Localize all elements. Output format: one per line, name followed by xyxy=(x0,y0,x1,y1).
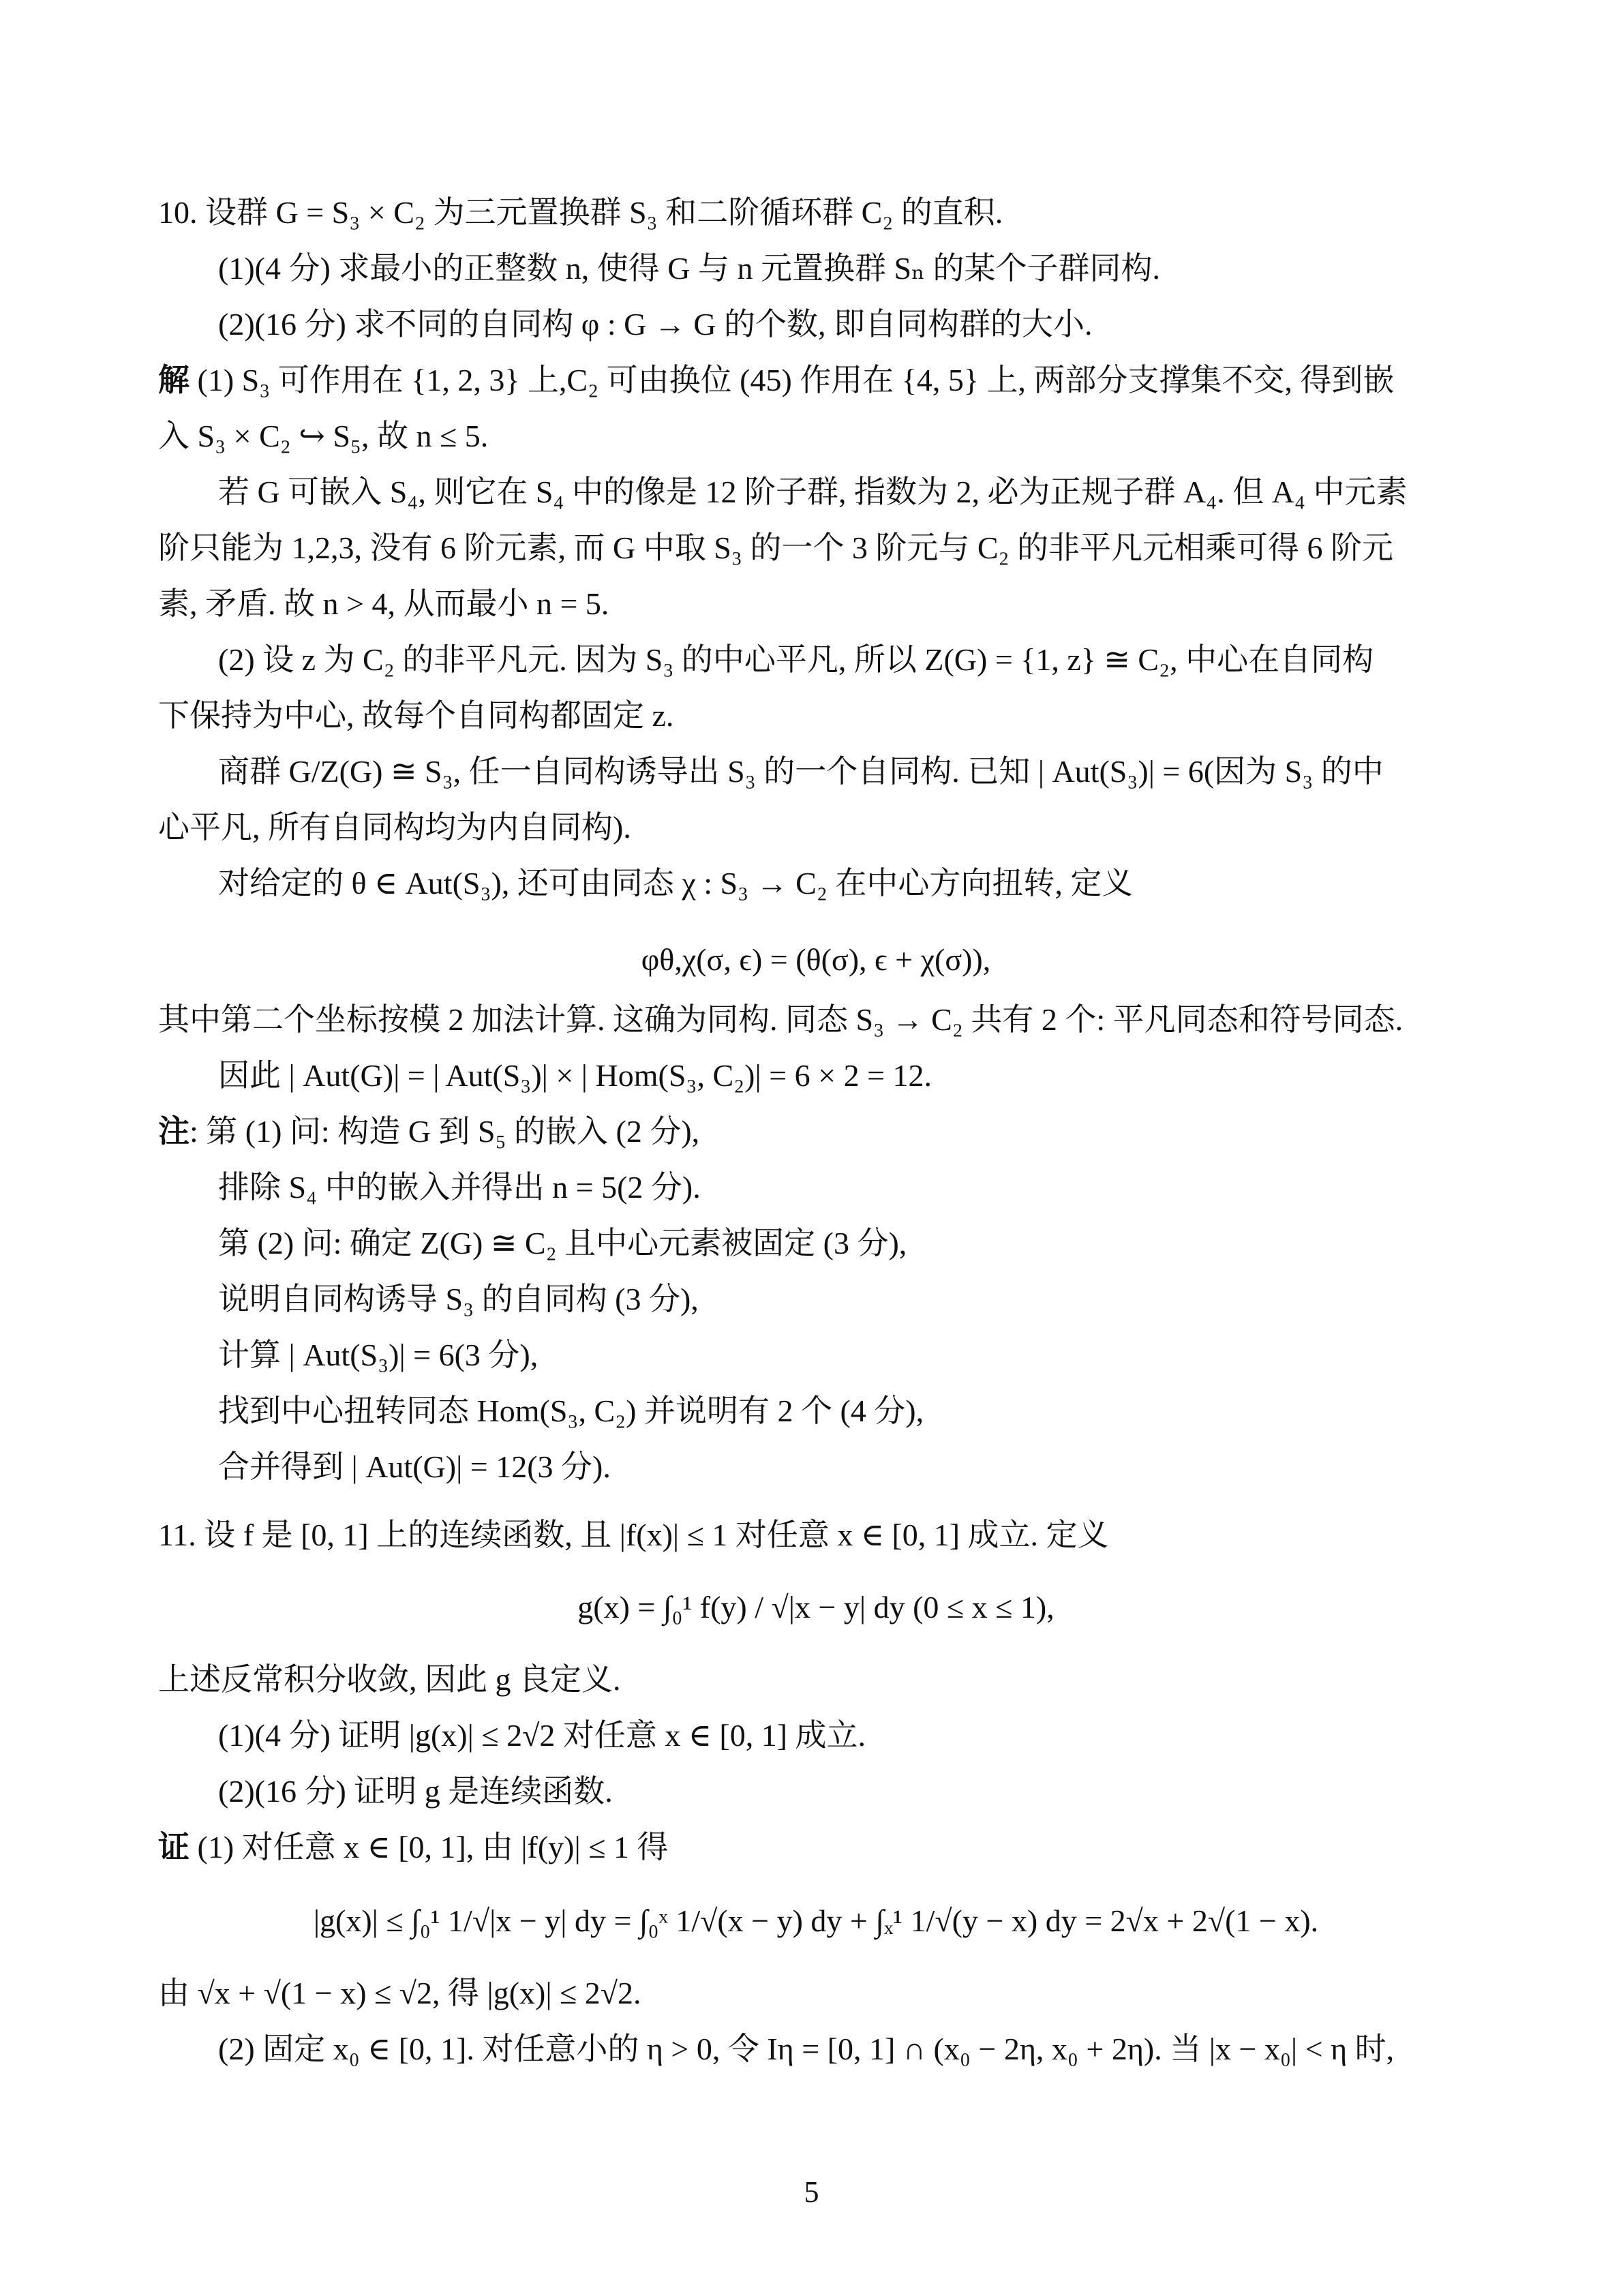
line-text: 其中第二个坐标按模 2 加法计算. 这确为同构. 同态 S₃ → C₂ 共有 2 个: 平凡同态和符号同态. xyxy=(158,1002,1404,1037)
text-line xyxy=(218,248,1534,289)
text-line xyxy=(158,1659,1474,1700)
text-line xyxy=(218,1447,1534,1487)
line-text: 心平凡, 所有自同构均为内自同构). xyxy=(158,810,631,845)
line-text: 找到中心扭转同态 Hom(S₃, C₂) 并说明有 2 个 (4 分), xyxy=(218,1393,924,1428)
line-text: φθ,χ(σ, ϵ) = (θ(σ), ϵ + χ(σ)), xyxy=(641,942,991,977)
display-formula xyxy=(158,939,1474,980)
section-label: 注 xyxy=(158,1114,189,1149)
line-text: (2)(16 分) 证明 g 是连续函数. xyxy=(218,1774,613,1809)
line-text: (1) 对任意 x ∈ [0, 1], 由 |f(y)| ≤ 1 得 xyxy=(189,1830,669,1864)
line-text: (1)(4 分) 求最小的正整数 n, 使得 G 与 n 元置换群 Sₙ 的某个子群同构. xyxy=(218,251,1160,286)
line-text: (1) S₃ 可作用在 {1, 2, 3} 上,C₂ 可由换位 (45) 作用在 {4, 5} 上, 两部分支撑集不交, 得到嵌 xyxy=(189,363,1395,397)
text-line xyxy=(218,304,1534,345)
line-text: 11. 设 f 是 [0, 1] 上的连续函数, 且 |f(x)| ≤ 1 对任意 x ∈ [0, 1] 成立. 定义 xyxy=(158,1517,1109,1552)
text-line xyxy=(158,584,1474,624)
text-line xyxy=(158,1111,1474,1152)
display-formula xyxy=(158,1901,1474,1942)
line-text: 说明自同构诱导 S₃ 的自同构 (3 分), xyxy=(218,1282,699,1316)
line-text: 入 S₃ × C₂ ↪ S₅, 故 n ≤ 5. xyxy=(158,419,489,453)
line-text: (2) 设 z 为 C₂ 的非平凡元. 因为 S₃ 的中心平凡, 所以 Z(G) = {1, z} ≅ C₂, 中心在自同构 xyxy=(218,642,1374,677)
display-formula xyxy=(158,1587,1474,1628)
text-line xyxy=(218,1771,1534,1812)
line-text: (1)(4 分) 证明 |g(x)| ≤ 2√2 对任意 x ∈ [0, 1] 成立. xyxy=(218,1718,866,1753)
line-text: 下保持为中心, 故每个自同构都固定 z. xyxy=(158,698,674,733)
line-text: 商群 G/Z(G) ≅ S₃, 任一自同构诱导出 S₃ 的一个自同构. 已知 | Aut(S₃)| = 6(因为 S₃ 的中 xyxy=(218,754,1384,789)
text-line xyxy=(218,1279,1534,1320)
text-line xyxy=(158,999,1474,1040)
text-line xyxy=(158,192,1474,233)
text-line xyxy=(158,416,1474,457)
line-text: 素, 矛盾. 故 n > 4, 从而最小 n = 5. xyxy=(158,586,609,621)
text-line xyxy=(218,1223,1534,1264)
text-line xyxy=(158,807,1474,848)
line-text: g(x) = ∫₀¹ f(y) / √|x − y| dy (0 ≤ x ≤ 1), xyxy=(577,1590,1055,1625)
text-line xyxy=(218,2029,1534,2070)
line-text: 因此 | Aut(G)| = | Aut(S₃)| × | Hom(S₃, C₂)| = 6 × 2 = 12. xyxy=(218,1058,932,1093)
line-text: (2)(16 分) 求不同的自同构 φ : G → G 的个数, 即自同构群的大小. xyxy=(218,307,1093,342)
text-line xyxy=(218,863,1534,904)
text-line xyxy=(218,472,1534,513)
text-line xyxy=(218,1391,1534,1432)
section-label: 证 xyxy=(158,1830,189,1864)
line-text: : 第 (1) 问: 构造 G 到 S₅ 的嵌入 (2 分), xyxy=(189,1114,700,1149)
text-line xyxy=(158,1827,1474,1868)
text-line xyxy=(158,360,1474,401)
text-line xyxy=(218,1055,1534,1096)
text-line xyxy=(218,1167,1534,1208)
text-line xyxy=(218,639,1534,680)
text-line xyxy=(218,751,1534,792)
line-text: 排除 S₄ 中的嵌入并得出 n = 5(2 分). xyxy=(218,1170,701,1205)
line-text: 对给定的 θ ∈ Aut(S₃), 还可由同态 χ : S₃ → C₂ 在中心方向扭转, 定义 xyxy=(218,866,1134,901)
text-line xyxy=(158,695,1474,736)
line-text: 阶只能为 1,2,3, 没有 6 阶元素, 而 G 中取 S₃ 的一个 3 阶元与 C₂ 的非平凡元相乘可得 6 阶元 xyxy=(158,530,1394,565)
line-text: 由 √x + √(1 − x) ≤ √2, 得 |g(x)| ≤ 2√2. xyxy=(158,1976,641,2010)
page-number: 5 xyxy=(804,2175,819,2209)
line-text: 第 (2) 问: 确定 Z(G) ≅ C₂ 且中心元素被固定 (3 分), xyxy=(218,1226,907,1260)
section-label: 解 xyxy=(158,363,189,397)
text-line xyxy=(218,1335,1534,1376)
line-text: 上述反常积分收敛, 因此 g 良定义. xyxy=(158,1662,621,1697)
line-text: 若 G 可嵌入 S₄, 则它在 S₄ 中的像是 12 阶子群, 指数为 2, 必为正规子群 A₄. 但 A₄ 中元素 xyxy=(218,474,1408,509)
line-text: 10. 设群 G = S₃ × C₂ 为三元置换群 S₃ 和二阶循环群 C₂ 的直积. xyxy=(158,195,1003,230)
line-text: 合并得到 | Aut(G)| = 12(3 分). xyxy=(218,1449,611,1484)
line-text: (2) 固定 x₀ ∈ [0, 1]. 对任意小的 η > 0, 令 Iη = [0, 1] ∩ (x₀ − 2η, x₀ + 2η). 当 |x − x₀| < η 时, xyxy=(218,2031,1395,2066)
text-line xyxy=(158,528,1474,569)
text-line xyxy=(158,1973,1474,2014)
text-line xyxy=(158,1515,1474,1556)
line-text: |g(x)| ≤ ∫₀¹ 1/√|x − y| dy = ∫₀ˣ 1/√(x − y) dy + ∫ₓ¹ 1/√(y − x) dy = 2√x + 2√(1 − x). xyxy=(313,1903,1319,1938)
text-line xyxy=(218,1715,1534,1756)
line-text: 计算 | Aut(S₃)| = 6(3 分), xyxy=(218,1338,539,1372)
